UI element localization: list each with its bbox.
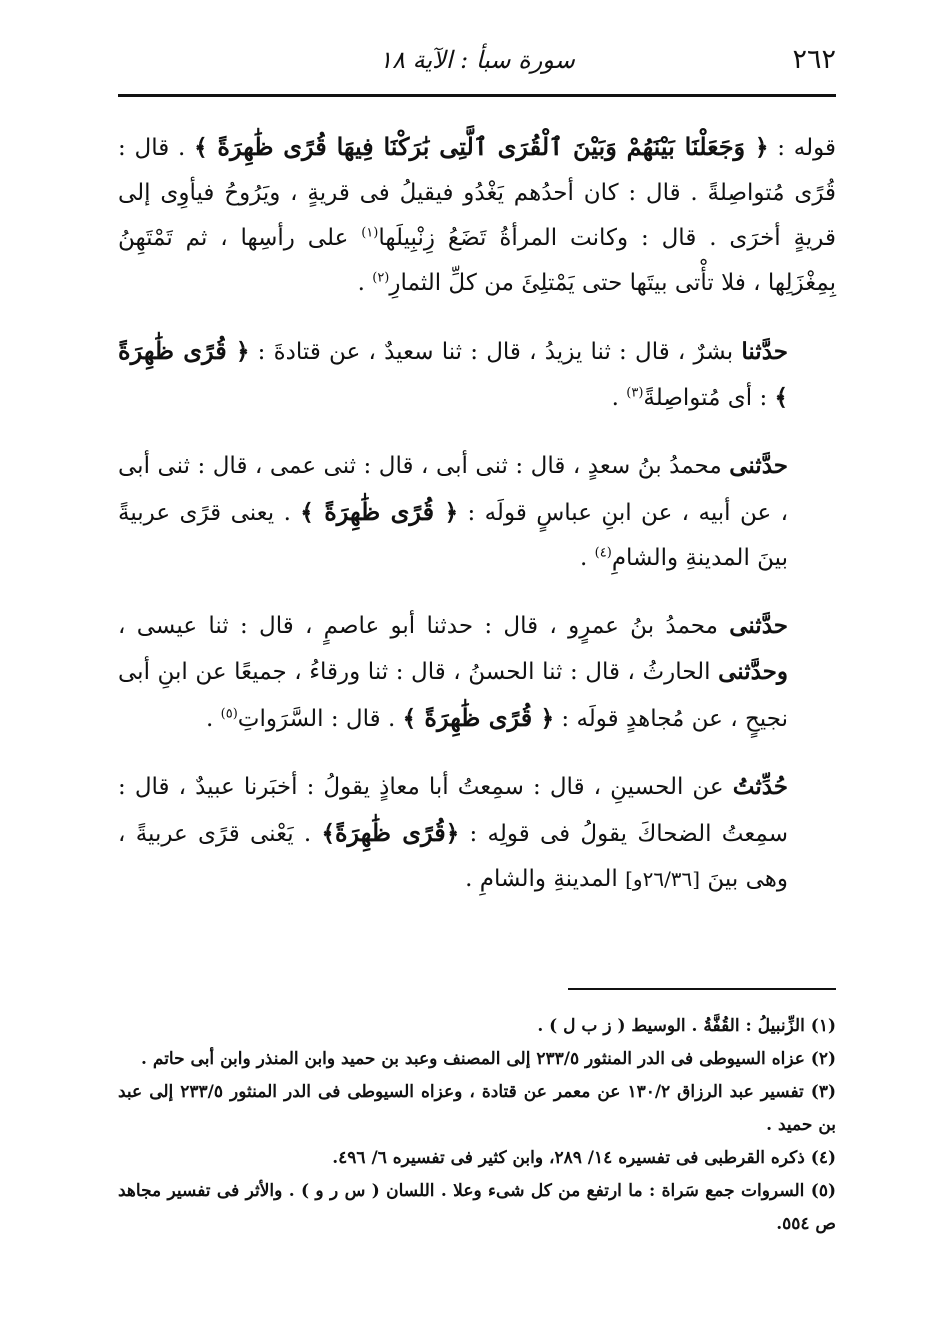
paragraph-3 xyxy=(118,443,836,581)
running-title: سورة سبأ : الآية ١٨ xyxy=(379,46,575,74)
main-text xyxy=(118,124,836,902)
ornate-bracket: ﴾ xyxy=(402,705,417,732)
text-run: بشرٌ ، قال : ثنا يزيدُ ، قال : ثنا سعيدٌ ، عن قتادةَ : xyxy=(249,339,742,365)
quran-verse: قُرًى ظَٰهِرَةً xyxy=(416,703,541,732)
footnote-ref: (٤) xyxy=(594,545,612,561)
text-run: . قال : قُرًى مُتواصِلةً . قال : كان أحدُهم يَغْدُو فيقيلُ فى قريةٍ ، ويَرُوحُ فيأوِى إلى قريةٍ أخرَى . قال : وكانت المرأةُ تَضَعُ زِنْبِيلَها xyxy=(118,135,837,251)
page-header xyxy=(118,40,836,96)
paragraph-5 xyxy=(118,764,836,902)
ornate-bracket: ﴾ xyxy=(321,820,335,847)
ornate-bracket: ﴾ xyxy=(300,499,314,526)
footnote-ref: (٢) xyxy=(372,270,390,286)
footnote-1: (١) الزِّنبيلُ : القُفَّةُ . الوسيط ( ز ب ل ) . xyxy=(537,1016,836,1036)
text-run: . يَعْنى قرًى عربيةً ، وهى بينَ xyxy=(118,821,788,892)
page-number: ٢٦٢ xyxy=(792,44,836,75)
text-run: قوله : xyxy=(768,135,836,161)
manuscript-ref: [٢٦/٣٦و] xyxy=(625,867,701,891)
ornate-bracket: ﴾ xyxy=(774,384,788,411)
footnote-rule xyxy=(568,988,836,990)
footnotes xyxy=(118,1010,836,1241)
text-run: : أى مُتواصِلةً xyxy=(643,385,775,411)
footnote-3: (٣) تفسير عبد الرزاق ١٣٠/٢ عن معمر عن قتادة ، وعزاه السيوطى فى الدر المنثور ٢٣٣/٥ إلى عبد بن حميد . xyxy=(118,1082,837,1135)
footnote-ref: (٣) xyxy=(626,385,644,401)
ornate-bracket: ﴿ xyxy=(235,338,250,365)
chain-lead: حُدِّثتُ xyxy=(732,773,789,800)
text-run: محمدُ بنُ عمرٍو ، قال : حدثنا أبو عاصمٍ ، قال : ثنا عيسى ، xyxy=(118,613,730,639)
text-run: . xyxy=(580,545,595,571)
chain-lead: وحدَّثنى xyxy=(718,658,788,685)
quran-verse: قُرًى ظَٰهِرَةً xyxy=(334,818,446,847)
text-run: عن الحسينِ ، قال : سمِعتُ أبا معاذٍ يقولُ : أخبَرنا عبيدٌ ، قال : سمِعتُ الضحاكَ يقولُ فى قولِه : xyxy=(118,774,789,847)
text-run: . xyxy=(206,706,221,732)
paragraph-4 xyxy=(118,603,836,742)
text-run: محمدُ بنُ سعدٍ ، قال : ثنى أبى ، قال : ثنى عمى ، قال : ثنى أبى ، عن أبيه ، عن ابنِ عباسٍ قولَه : xyxy=(118,453,789,526)
text-run: . يعنى قرًى عربيةً بينَ المدينةِ والشامِ xyxy=(118,500,788,571)
text-run: على رأسِها ، ثم تَمْتَهِنُ بِمِغْزَلِها ، فلا تأْتى بيتَها حتى يَمْتلِئَ من كلِّ الثمارِ xyxy=(118,225,836,296)
header-rule xyxy=(118,94,836,97)
ornate-bracket: ﴿ xyxy=(540,705,555,732)
text-run: . قال : السَّرَواتِ xyxy=(237,706,403,732)
chain-lead: حدَّثنى xyxy=(729,612,788,639)
footnote-2: (٢) عزاه السيوطى فى الدر المنثور ٢٣٣/٥ إلى المصنف وعبد بن حميد وابن المنذر وابن أبى حاتم . xyxy=(141,1049,836,1069)
chain-lead: حدَّثنا xyxy=(741,338,788,365)
quran-verse: قُرًى ظَٰهِرَةً xyxy=(118,336,236,365)
text-run: . xyxy=(611,385,627,411)
paragraph-2 xyxy=(118,328,836,421)
footnote-ref: (٥) xyxy=(220,706,238,722)
ornate-bracket: ﴿ xyxy=(444,499,459,526)
footnote-ref: (١) xyxy=(361,225,379,241)
ornate-bracket: ﴾ xyxy=(194,134,208,161)
ornate-bracket: ﴿ xyxy=(754,134,769,161)
quran-verse: قُرًى ظَٰهِرَةً xyxy=(313,497,445,526)
footnote-4: (٤) ذكره القرطبى فى تفسيره ١٤/ ٢٨٩، وابن كثير فى تفسيره ٦/ ٤٩٦. xyxy=(332,1148,836,1168)
text-run: الحارثُ ، قال : ثنا الحسنُ ، قال : ثنا ورقاءُ ، جميعًا عن ابنِ أبى نجيحٍ ، عن مُجاهدٍ قولَه : xyxy=(118,659,788,732)
quran-verse: وَجَعَلْنَا بَيْنَهُمْ وَبَيْنَ ٱلْقُرَى ٱلَّتِى بَٰرَكْنَا فِيهَا قُرًى ظَٰهِرَةً xyxy=(207,132,755,161)
footnote-5: (٥) السروات جمع سَراة : ما ارتفع من كل شىء وعلا . اللسان ( س ر و ) . والأثر فى تفسير مجاهد ص ٥٥٤. xyxy=(118,1181,836,1234)
text-run: المدينةِ والشامِ . xyxy=(465,866,626,892)
text-run: . xyxy=(357,270,373,296)
paragraph-1 xyxy=(118,124,836,306)
chain-lead: حدَّثنى xyxy=(729,452,788,479)
ornate-bracket: ﴿ xyxy=(445,820,460,847)
